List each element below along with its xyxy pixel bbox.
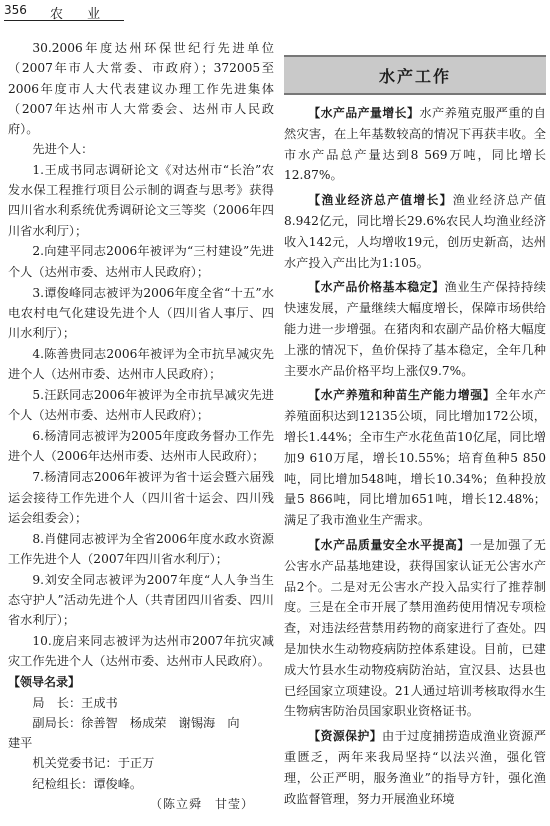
page-number: 356 <box>4 3 27 17</box>
list-item: 5.汪跃同志2006年被评为全市抗旱减灾先进个人（达州市委、达州市人民政府）； <box>8 388 274 423</box>
list-item: 7.杨清同志2006年被评为省十运会暨六届残运会接待工作先进个人（四川省十运会、四川残运会组委会）； <box>8 470 274 525</box>
leader-row: 建平 <box>8 736 33 751</box>
list-item: 8.肖健同志被评为全省2006年度水政水资源工作先进个人（2007年四川省水利厅）； <box>8 531 274 566</box>
article-paragraph <box>284 190 546 273</box>
paragraph-body: 一是加强了无公害水产品基地建设，获得国家认证无公害水产品2个。二是对无公害水产投入品实行了推荐制度。三是在全市开展了禁用渔药使用情况专项检查，对违法经营禁用药物的商家进行了查处。四是加快水生动物疫病防控体系建设。目前，已建成大竹县水生动物疫病防治站，宣汉县、达县也已经国家立项建设。21人通过培训考核取得水生生物病害防治员国家职业资格证书。 <box>284 537 546 719</box>
leader-row: 纪检组长：谭俊峰。 <box>32 776 143 791</box>
right-column <box>284 55 546 813</box>
header-rule <box>4 20 124 21</box>
article-paragraph <box>284 385 546 531</box>
paragraph-heading: 【资源保护】 <box>308 729 382 744</box>
list-item: 10.庞启来同志被评为达州市2007年抗灾减灾工作先进个人（达州市委、达州市人民政府）。 <box>8 634 274 669</box>
article-paragraph <box>284 103 546 186</box>
list-item: 9.刘安全同志被评为2007年度“人人争当生态守护人”活动先进个人（共青团四川省委、四川省水利厅）； <box>8 572 274 628</box>
paragraph-body: 渔业经济总产值8.942亿元，同比增长29.6%农民人均渔业经济收入142元，人均增收19元，创历史新高，达州水产投入产出比为1:105。 <box>284 193 546 270</box>
author-byline: （陈立舜 甘莹） <box>149 796 254 811</box>
leader-row: 副局长：徐善智 杨成荣 谢锡海 向 <box>32 715 240 730</box>
continuation-paragraph: 30.2006年度达州环保世纪行先进单位（2007年市人大常委、市政府）；372005至2006年度市人大代表建议办理工作先进集体（2007年达州市人大常委会、达州市人民政府）。 <box>8 41 274 137</box>
leader-row: 局 长：王成书 <box>32 695 118 710</box>
leader-row: 机关党委书记：于正万 <box>32 756 155 771</box>
list-item: 4.陈善贵同志2006年被评为全市抗旱减灾先进个人（达州市委、达州市人民政府）； <box>8 346 274 382</box>
section-banner <box>284 55 546 95</box>
paragraph-heading: 【水产品质量安全水平提高】 <box>308 537 470 552</box>
paragraph-heading: 【渔业经济总产值增长】 <box>308 193 453 208</box>
paragraph-heading: 【水产品价格基本稳定】 <box>308 280 445 295</box>
article-paragraph <box>284 726 546 809</box>
banner-title: 水产工作 <box>378 67 451 86</box>
list-item: 3.谭俊峰同志被评为2006年度全省“十五”水电农村电气化建设先进个人（四川省人事厅、四川水利厅）； <box>8 285 274 341</box>
list-item: 2.向建平同志2006年被评为“三村建设”先进个人（达州市委、达州市人民政府）； <box>8 244 274 279</box>
paragraph-body: 全年水产养殖面积达到12135公顷，同比增加172公顷，增长1.44%；全市生产水花鱼苗10亿尾，同比增加9 610万尾，增长10.55%；培育鱼种5 850吨，同比增加548吨，增长10.34%；鱼种投放量5 866吨，同比增加651吨，增长12.48%；满足了我市渔业生产需求。 <box>284 388 546 528</box>
paragraph-body: 渔业生产保持持续快速发展，产量继续大幅度增长，保障市场供给能力进一步增强。在猪肉和农副产品价格大幅度上涨的情况下，鱼价保持了基本稳定，全年几种主要水产品价格平均上涨仅9.7%。 <box>284 280 546 378</box>
page-header <box>4 3 264 23</box>
list-item: 6.杨清同志被评为2005年度政务督办工作先进个人（2006年达州市委、达州市人民政府）； <box>8 429 274 464</box>
paragraph-body: 水产养殖克服严重的自然灾害，在上年基数较高的情况下再获丰收。全市水产品总产量达到8 569万吨，同比增长12.87%。 <box>284 106 546 183</box>
paragraph-heading: 【水产养殖和种苗生产能力增强】 <box>308 388 496 403</box>
paragraph-body: 由于过度捕捞造成渔业资源严重匮乏，两年来我局坚持“以法兴渔，强化管理，公正严明，服务渔业”的指导方针，强化渔政监督管理，努力开展渔业环境 <box>284 729 546 806</box>
leaders-title: 【领导名录】 <box>8 675 81 690</box>
section-name: 农 业 <box>50 7 111 22</box>
article-paragraph <box>284 535 546 722</box>
individuals-label: 先进个人： <box>32 142 94 157</box>
article-paragraph <box>284 277 546 381</box>
left-column <box>8 38 274 814</box>
list-item: 1.王成书同志调研论文《对达州市“长治”农发水保工程推行项目公示制的调查与思考》获得四川省水利系统优秀调研论文三等奖（2006年四川省水利厅）； <box>8 162 274 238</box>
paragraph-heading: 【水产品产量增长】 <box>308 106 420 120</box>
